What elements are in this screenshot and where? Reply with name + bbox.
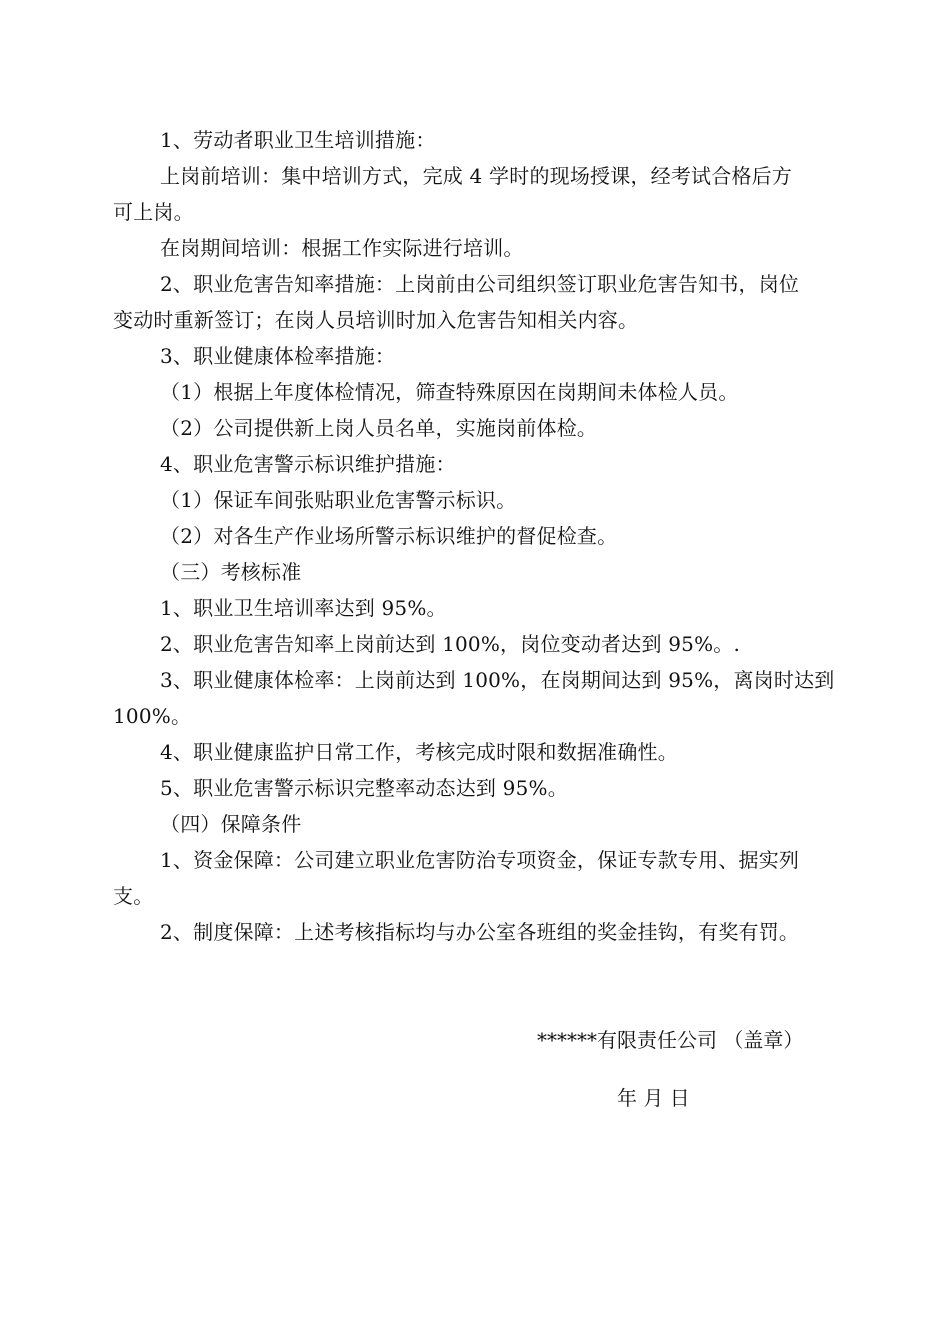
text-line-6: 变动时重新签订；在岗人员培训时加入危害告知相关内容。: [113, 308, 639, 332]
text-line-7: 3、职业健康体检率措施：: [160, 344, 396, 368]
text-line-2: 上岗前培训：集中培训方式，完成 4 学时的现场授课，经考试合格后方: [160, 164, 793, 188]
text-line-9: （2）公司提供新上岗人员名单，实施岗前体检。: [160, 416, 598, 440]
text-line-17: 100%。: [113, 704, 192, 728]
text-line-15: 2、职业危害告知率上岗前达到 100%，岗位变动者达到 95%。.: [160, 632, 741, 656]
text-line-4: 在岗期间培训：根据工作实际进行培训。: [160, 236, 524, 260]
text-line-21: 1、资金保障：公司建立职业危害防治专项资金，保证专款专用、据实列: [160, 848, 800, 872]
text-line-11: （1）保证车间张贴职业危害警示标识。: [160, 488, 517, 512]
text-line-10: 4、职业危害警示标识维护措施：: [160, 452, 456, 476]
text-line-8: （1）根据上年度体检情况，筛查特殊原因在岗期间未体检人员。: [160, 380, 739, 404]
date-line: 年 月 日: [617, 1086, 690, 1110]
text-line-1: 1、劳动者职业卫生培训措施：: [160, 128, 436, 152]
text-line-22: 支。: [113, 884, 154, 908]
text-line-19: 5、职业危害警示标识完整率动态达到 95%。: [160, 776, 568, 800]
company-seal-line: ******有限责任公司 （盖章）: [537, 1028, 804, 1052]
text-line-5: 2、职业危害告知率措施：上岗前由公司组织签订职业危害告知书，岗位: [160, 272, 800, 296]
text-line-3: 可上岗。: [113, 200, 194, 224]
section-heading-assessment: （三）考核标准: [160, 560, 302, 584]
text-line-23: 2、制度保障：上述考核指标均与办公室各班组的奖金挂钩，有奖有罚。: [160, 920, 800, 944]
text-line-14: 1、职业卫生培训率达到 95%。: [160, 596, 447, 620]
text-line-12: （2）对各生产作业场所警示标识维护的督促检查。: [160, 524, 618, 548]
text-line-16: 3、职业健康体检率：上岗前达到 100%，在岗期间达到 95%，离岗时达到: [160, 668, 835, 692]
text-line-18: 4、职业健康监护日常工作，考核完成时限和数据准确性。: [160, 740, 678, 764]
section-heading-guarantee: （四）保障条件: [160, 812, 302, 836]
